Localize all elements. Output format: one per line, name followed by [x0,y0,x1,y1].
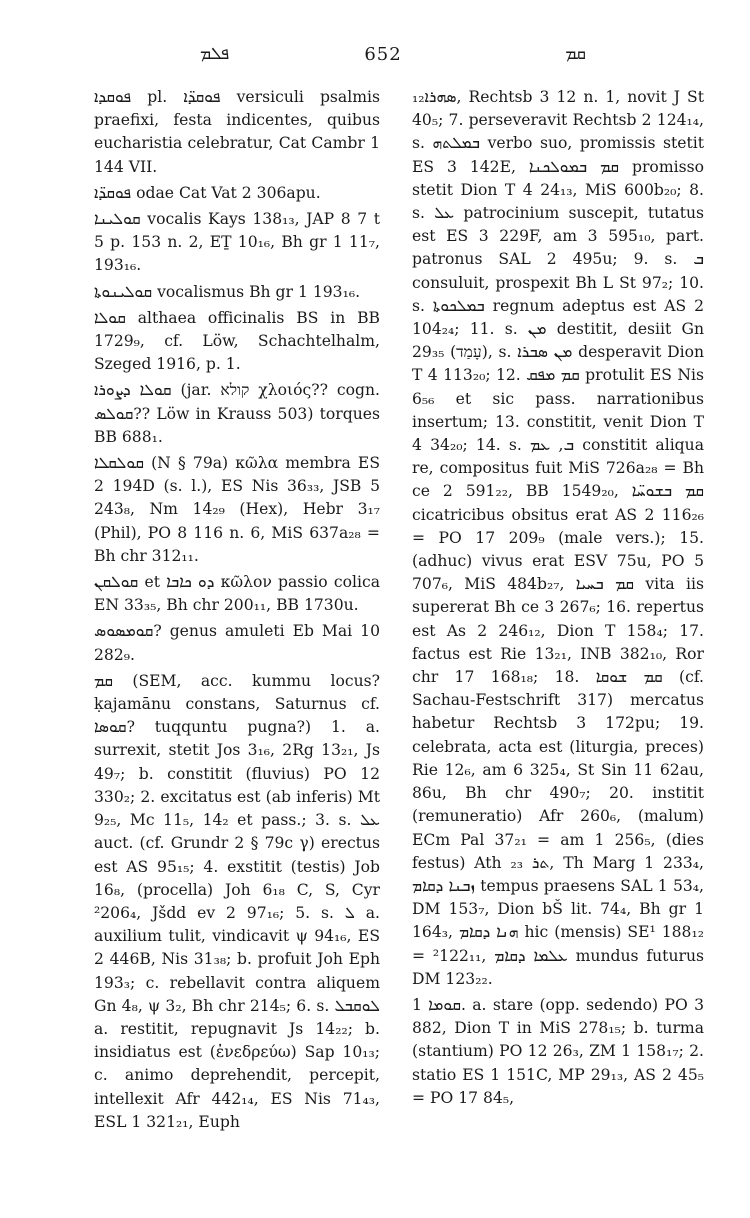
entry: ܩܘܠܝܢܘܬܐ vocalismus Bh gr 1 193₁₆. [94,282,361,301]
entry: ܦܘܩܕܐ pl. ܦܘܩܕ̈ܐ versiculi psalmis praefixi, festa indicentes, quibus eucharistia celebratur, Cat Cambr 1 144 VII. [94,88,380,176]
entry: ܩܘܡܣܘܣ? genus amuleti Eb Mai 10 282₉. [94,622,380,664]
entry: ܩܘܠܐ ܕܨܘܪܐ (jar. קולא χλοιός?? cogn. ܩܘܠܣ?? Löw in Krauss 503) torques BB 688₁. [94,381,381,446]
entry: ܩܘܠܩܢ et ܕܘ ܟܐܒܐ κῶλον passio colica EN 33₃₅, Bh chr 200₁₁, BB 1730u. [94,573,381,615]
header-right-syriac: ܩܡ [565,44,586,64]
entry: ܩܘܡܐ 1. a. stare (opp. sedendo) PO 3 882, Dion T in MiS 278₁₅; b. turma (stantium) PO 12 26₃, ZM 1 158₁₇; 2. statio ES 1 151C, MP 29₁₃, AS 2 45₅ = PO 17 84₅, [412,995,704,1107]
page-number: 652 [364,44,402,65]
left-column [80,86,380,1137]
entry: ܩܘܠܩܠܐ (N § 79a) κῶλα membra ES 2 194D (s. l.), ES Nis 36₃₃, JSB 5 243₈, Nm 14₂₉ (Hex), Hebr 3₁₇ (Phil), PO 8 116 n. 6, MiS 637a₂₈ = Bh chr 312₁₁. [94,454,380,565]
header-left-syriac: ܦܠܡ [200,44,230,64]
entry: ܩܘܠܐ althaea officinalis BS in BB 1729₉, cf. Löw, Schachtelhalm, Szeged 1916, p. 1. [94,308,380,374]
entry: ܩܘܠܝܢܐ vocalis Kays 138₁₃, JAP 8 7 t 5 p. 153 n. 2, EṮ 10₁₆, Bh gr 1 11₇, 193₁₆. [94,210,380,275]
entry: ܣܗܪܐ₁₂, Rechtsb 3 12 n. 1, novit J St 40₅; 7. perseveravit Rechtsb 2 124₁₄, s. ܒܡܠܬܗ verbo suo, promissis stetit ES 3 142E, ܩܡ ܒܡܘܠܟܢܐ promisso stetit Dion T 4 24₁₃, MiS 600b₂₀; 8. s. ܥܠ patrocinium suscepit, tutatus est ES 3 229F, am 3 595₁₀, part. patronus SAL 2 495u; 9. s. ܒ consuluit, prospexit Bh L St 97₂; 10. s. ܒܡܠܟܘܬܐ regnum adeptus est AS 2 104₂₄; 11. s. ܡܢ destitit, desiit Gn 29₃₅ (עָמַד), s. ܡܢ ܣܒܪܐ desperavit Dion T 4 113₂₀; 12. ܩܡ ܡܦܩ protulit ES Nis 6₅₆ et sic pass. narrationibus insertum; 13. constitit, venit Dion T 4 34₂₀; 14. s. ܒ, ܥܡ constitit aliqua re, compositus fuit MiS 726a₂₈ = Bh ce 2 591₂₂, BB 1549₂₀, ܩܡ ܒܫܘܚ̈ܐ cicatricibus obsitus erat AS 2 116₂₆ = PO 17 209₉ (male vers.); 15. (adhuc) vivus erat ESV 75u, PO 5 707₆, MiS 484b₂₇, ܩܡ ܒܚܝܐ vita iis supererat Bh ce 3 267₆; 16. repertus est As 2 246₁₂, Dion T 158₄; 17. factus est Rie 13₂₁, INB 382₁₀, Ror chr 17 168₁₈; 18. ܩܡ ܫܘܩܐ (cf. Sachau-Festschrift 317) mercatus habetur Rechtsb 3 172pu; 19. celebrata, acta est (liturgia, preces) Rie 12₆, am 6 325₄, St Sin 11 62au, 86u, Bh chr 490₇; 20. institit (remuneratio) Afr 260₆, (malum) ECm Pal 37₂₁ = am 1 256₅, (dies festus) Ath ܬܪ ₂₃, Th Marg 1 233₄, ܙܒܢܐ ܕܩܐܡ tempus praesens SAL 1 53₄, DM 153₇, Dion bŠ lit. 74₄, Bh gr 1 164₃, ܗܢܐ ܕܩܐܡ hic (mensis) SE¹ 188₁₂ = ²122₁₁, ܥܠܡܐ ܕܩܐܡ mundus futurus DM 123₂₂. [412,88,705,988]
right-column [398,86,704,1113]
page-header [80,44,686,74]
entry: ܦܘܩܕ̈ܐ odae Cat Vat 2 306apu. [94,183,321,202]
entry: ܩܡ (SEM, acc. kummu locus? ḳajamānu constans, Saturnus cf. ܩܘܣܐ? tuqquntu pugna?) 1. a. surrexit, stetit Jos 3₁₆, 2Rg 13₂₁, Js 49₇; b. constitit (fluvius) PO 12 330₂; 2. excitatus est (ab inferis) Mt 9₂₅, Mc 11₅, 14₂ et pass.; 3. s. ܥܠ auct. (cf. Grundr 2 § 79c γ) erectus est AS 95₁₅; 4. exstitit (testis) Job 16₈, (procella) Joh 6₁₈ C, S, Cyr ²206₄, Jšdd ev 2 97₁₆; 5. s. ܠ a. auxilium tulit, vindicavit ψ 94₁₆, ES 2 446B, Nis 31₃₈; b. profuit Joh Eph 193₃; c. rebellavit contra aliquem Gn 4₈, ψ 3₂, Bh chr 214₅; 6. s. ܠܘܩܒܠ a. restitit, repugnavit Js 14₂₂; b. insidiatus est (ἐνεδρεύω) Sap 10₁₃; c. animo deprehendit, percepit, intellexit Afr 442₁₄, ES Nis 71₄₃, ESL 1 321₂₁, Euph [94,671,380,1131]
